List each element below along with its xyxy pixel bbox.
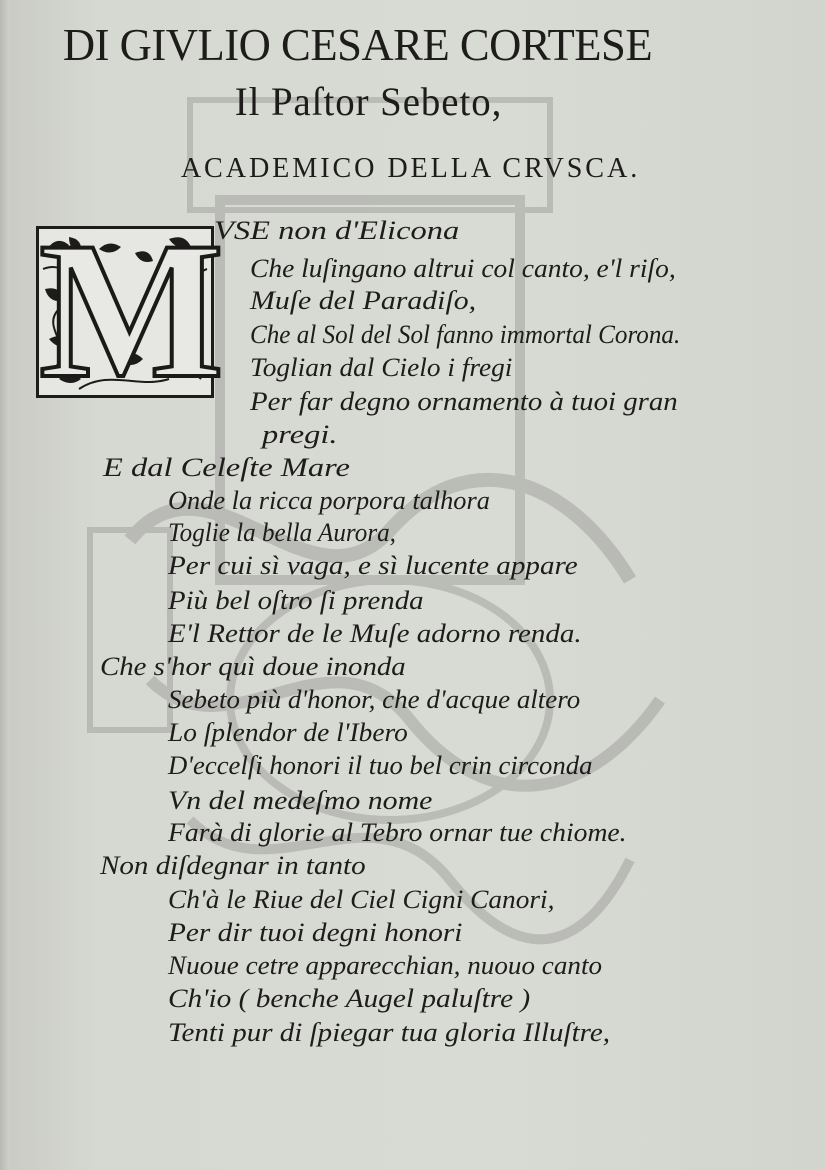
verse-line: Lo ſplendor de l'Ibero — [168, 718, 408, 747]
verse-line: VSE non d'Elicona — [214, 216, 460, 245]
initial-letter: M — [39, 202, 224, 419]
verse-line: Tenti pur di ſpiegar tua gloria Illuſtre, — [168, 1018, 610, 1047]
page-title: DI GIVLIO CESARE CORTESE — [62, 19, 653, 70]
verse-line: Vn del medeſmo nome — [168, 786, 433, 815]
verse-line: Che al Sol del Sol fanno immortal Corona. — [250, 320, 681, 349]
verse-line: D'eccelſi honori il tuo bel crin circonda — [168, 751, 593, 780]
verse-line: Sebeto più d'honor, che d'acque altero — [168, 685, 581, 714]
verse-line: Nuoue cetre apparecchian, nuouo canto — [168, 951, 603, 980]
verse-line: Ch'à le Riue del Ciel Cigni Canori, — [168, 885, 555, 914]
verse-line: Toglian dal Cielo i fregi — [250, 353, 513, 382]
verse-line: Ch'io ( benche Augel paluſtre ) — [168, 984, 531, 1013]
verse-line: E'l Rettor de le Muſe adorno renda. — [168, 619, 582, 648]
verse-line: Per cui sì vaga, e sì lucente appare — [168, 551, 578, 580]
verse-line: pregi. — [262, 420, 338, 449]
verse-line: Non diſdegnar in tanto — [100, 851, 366, 880]
verse-line: E dal Celeſte Mare — [103, 453, 350, 482]
verse-line: Che s'hor quì doue inonda — [100, 652, 406, 681]
decorated-initial — [36, 202, 224, 419]
verse-line: Toglie la bella Aurora, — [168, 518, 396, 547]
page-gutter — [0, 0, 10, 1170]
verse-line: Per dir tuoi degni honori — [168, 918, 463, 947]
verse-line: Più bel oſtro ſi prenda — [168, 586, 424, 615]
verse-line: Farà di glorie al Tebro ornar tue chiome. — [168, 818, 627, 847]
page-subtitle: Il Paſtor Sebeto, — [234, 79, 503, 124]
verse-line: Muſe del Paradiſo, — [250, 286, 477, 315]
verse-line: Per far degno ornamento à tuoi gran — [250, 387, 678, 416]
verse-line: Che luſingano altrui col canto, e'l riſo, — [250, 254, 676, 283]
author-affiliation: ACADEMICO DELLA CRVSCA. — [180, 152, 641, 184]
verse-line: Onde la ricca porpora talhora — [168, 486, 490, 515]
